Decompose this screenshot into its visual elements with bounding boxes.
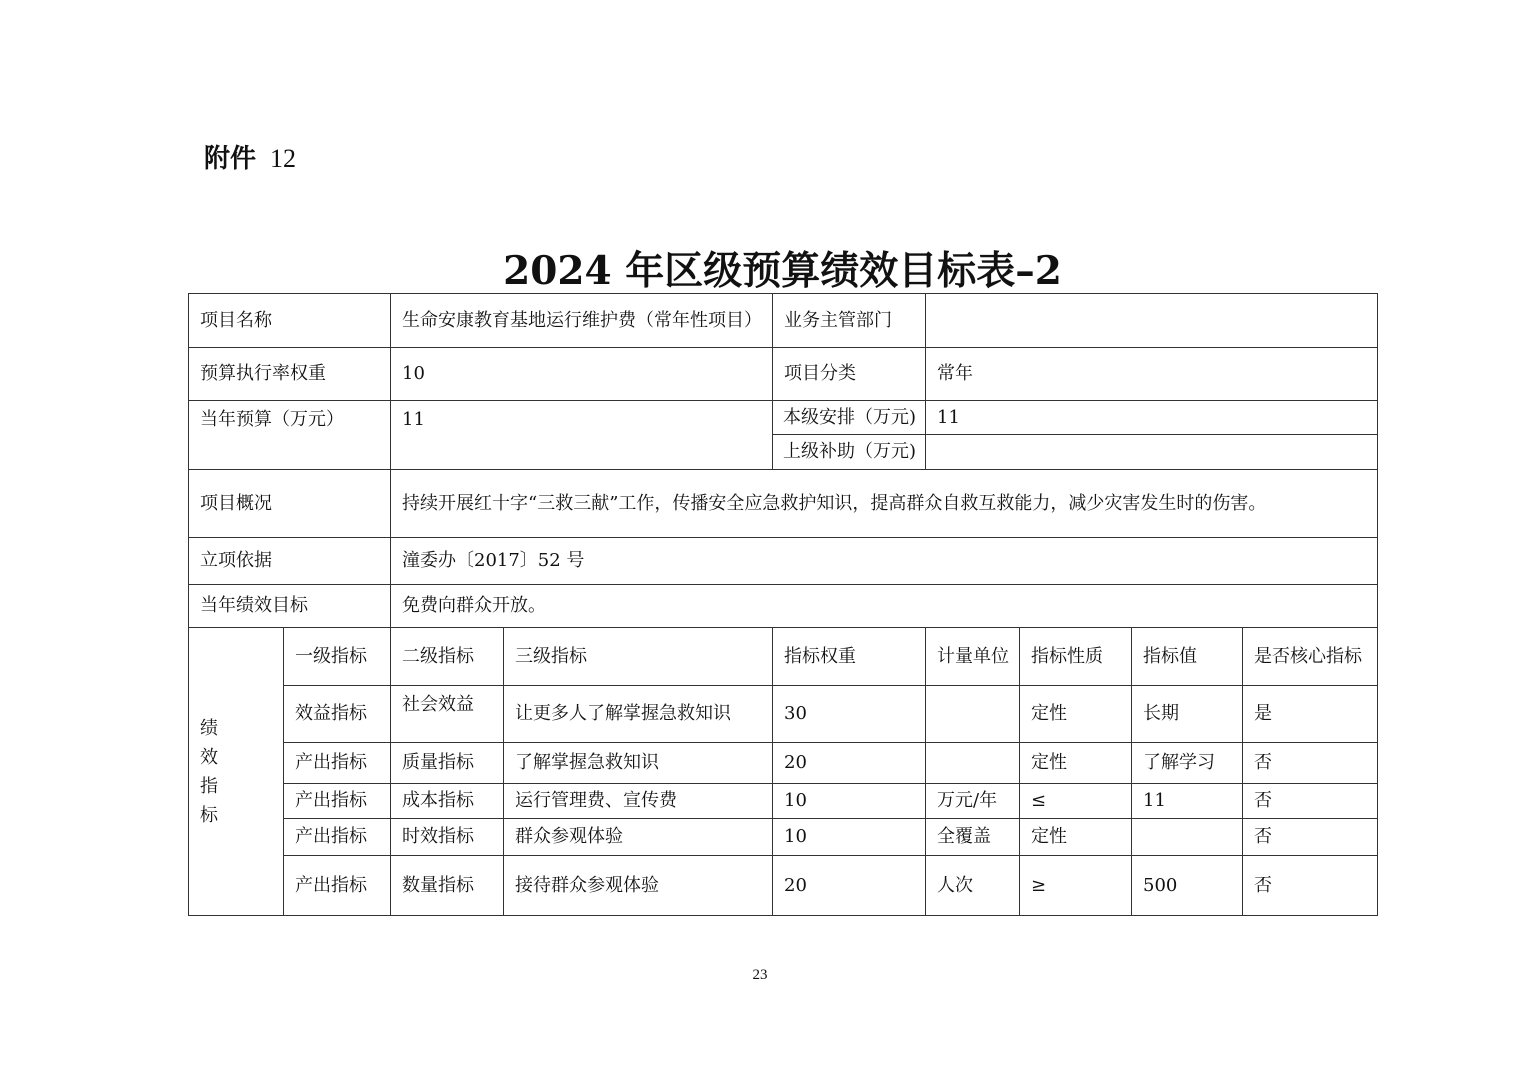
header-level2: 二级指标 (391, 628, 504, 686)
section-char: 绩 (200, 717, 218, 739)
cell-unit: 人次 (926, 856, 1020, 916)
local-funding-value: 11 (926, 401, 1378, 435)
cell-core: 否 (1243, 784, 1378, 819)
cell-weight: 10 (773, 784, 926, 819)
section-char: 效 (200, 746, 218, 768)
cell-level3: 让更多人了解掌握急救知识 (504, 686, 773, 743)
cell-level1: 产出指标 (284, 743, 391, 784)
page-number: 23 (752, 967, 768, 983)
cell-core: 否 (1243, 819, 1378, 856)
dept-value (926, 294, 1378, 348)
indicator-section-label (189, 628, 284, 916)
header-level3: 三级指标 (504, 628, 773, 686)
cell-weight: 30 (773, 686, 926, 743)
header-value: 指标值 (1132, 628, 1243, 686)
cell-level2: 数量指标 (391, 856, 504, 916)
table-row (189, 784, 1378, 819)
superior-funding-label: 上级补助（万元) (773, 435, 926, 470)
cell-level3: 运行管理费、宣传费 (504, 784, 773, 819)
cell-value: 了解学习 (1132, 743, 1243, 784)
goal-label: 当年绩效目标 (189, 585, 391, 628)
project-name-value: 生命安康教育基地运行维护费（常年性项目） (391, 294, 773, 348)
cell-unit (926, 743, 1020, 784)
indicator-header-row (189, 628, 1378, 686)
header-unit: 计量单位 (926, 628, 1020, 686)
cell-level1: 产出指标 (284, 784, 391, 819)
cell-level2: 质量指标 (391, 743, 504, 784)
cell-nature: 定性 (1020, 743, 1132, 784)
cell-unit (926, 686, 1020, 743)
cell-level2: 社会效益 (391, 686, 504, 743)
weight-label: 预算执行率权重 (189, 348, 391, 401)
cell-core: 否 (1243, 856, 1378, 916)
row-overview (189, 470, 1378, 538)
superior-funding-value (926, 435, 1378, 470)
header-weight: 指标权重 (773, 628, 926, 686)
section-char: 指 (200, 775, 218, 797)
row-weight (189, 348, 1378, 401)
cell-value (1132, 819, 1243, 856)
row-budget (189, 401, 1378, 435)
local-funding-label: 本级安排（万元) (773, 401, 926, 435)
header-nature: 指标性质 (1020, 628, 1132, 686)
cell-level2: 成本指标 (391, 784, 504, 819)
row-goal (189, 585, 1378, 628)
cell-unit: 万元/年 (926, 784, 1020, 819)
attachment-number: 12 (270, 144, 297, 173)
table-row (189, 856, 1378, 916)
cell-nature: ≥ (1020, 856, 1132, 916)
cell-value: 11 (1132, 784, 1243, 819)
cell-weight: 10 (773, 819, 926, 856)
cell-nature: ≤ (1020, 784, 1132, 819)
category-value: 常年 (926, 348, 1378, 401)
cell-core: 否 (1243, 743, 1378, 784)
overview-label: 项目概况 (189, 470, 391, 538)
cell-value: 长期 (1132, 686, 1243, 743)
cell-level3: 群众参观体验 (504, 819, 773, 856)
cell-level1: 效益指标 (284, 686, 391, 743)
row-project-name (189, 294, 1378, 348)
cell-level1: 产出指标 (284, 856, 391, 916)
table-row (189, 819, 1378, 856)
performance-table (188, 293, 1378, 916)
cell-value: 500 (1132, 856, 1243, 916)
table-row (189, 686, 1378, 743)
header-level1: 一级指标 (284, 628, 391, 686)
table-row (189, 743, 1378, 784)
attachment-label (204, 138, 296, 175)
cell-unit: 全覆盖 (926, 819, 1020, 856)
goal-value: 免费向群众开放。 (391, 585, 1378, 628)
cell-level2: 时效指标 (391, 819, 504, 856)
page-title: 2024 年区级预算绩效目标表–2 (503, 248, 1062, 294)
project-name-label: 项目名称 (189, 294, 391, 348)
header-core: 是否核心指标 (1243, 628, 1378, 686)
section-char: 标 (200, 804, 218, 826)
dept-label: 业务主管部门 (773, 294, 926, 348)
basis-label: 立项依据 (189, 538, 391, 585)
cell-nature: 定性 (1020, 819, 1132, 856)
row-basis (189, 538, 1378, 585)
cell-core: 是 (1243, 686, 1378, 743)
cell-level1: 产出指标 (284, 819, 391, 856)
weight-value: 10 (391, 348, 773, 401)
cell-weight: 20 (773, 743, 926, 784)
budget-value: 11 (391, 401, 773, 470)
overview-value: 持续开展红十字“三救三献”工作，传播安全应急救护知识，提高群众自救互救能力，减少灾害发生时的伤害。 (391, 470, 1378, 538)
budget-label: 当年预算（万元） (189, 401, 391, 470)
cell-weight: 20 (773, 856, 926, 916)
basis-value: 潼委办〔2017〕52 号 (391, 538, 1378, 585)
cell-level3: 了解掌握急救知识 (504, 743, 773, 784)
cell-nature: 定性 (1020, 686, 1132, 743)
cell-level3: 接待群众参观体验 (504, 856, 773, 916)
category-label: 项目分类 (773, 348, 926, 401)
attachment-label-text: 附件 (204, 144, 257, 174)
